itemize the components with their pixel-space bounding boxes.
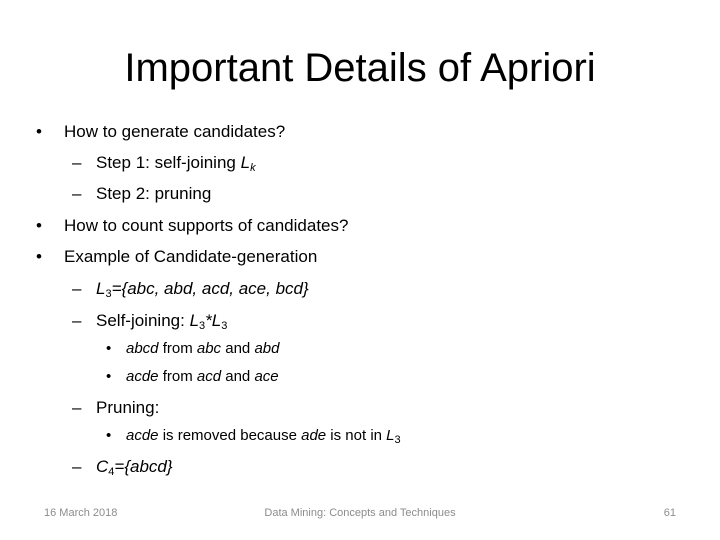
item-text: and	[221, 340, 255, 357]
item-text: Pruning:	[96, 398, 160, 417]
item-text: Example of Candidate-generation	[64, 247, 318, 266]
math-L: L	[240, 153, 251, 172]
math-subscript: 4	[108, 466, 115, 478]
item-text: ={abcd}	[114, 457, 173, 476]
dash-mark: –	[72, 153, 82, 172]
subbullet-acde-removed	[106, 425, 401, 447]
item-text: Step 1: self-joining	[96, 153, 241, 172]
footer-page-number: 61	[663, 507, 676, 519]
math-subscript: 3	[105, 288, 112, 300]
math-L: L	[96, 279, 106, 298]
itemset: acde	[126, 427, 159, 444]
item-text: Self-joining:	[96, 311, 190, 330]
dash-self-joining	[72, 310, 227, 332]
item-text: is removed because	[158, 427, 302, 444]
item-text: is not in	[326, 427, 387, 444]
math-L: L	[386, 427, 395, 444]
math-L: L	[189, 311, 200, 330]
footer-title: Data Mining: Concepts and Techniques	[264, 507, 456, 519]
itemset: acd	[196, 368, 222, 385]
dash-step1	[72, 152, 256, 174]
bullet-mark: •	[36, 216, 42, 235]
subbullet-acde	[106, 366, 279, 388]
dash-mark: –	[72, 184, 82, 203]
bullet-count-supports	[36, 215, 348, 237]
dash-mark: –	[72, 279, 82, 298]
math-C: C	[96, 457, 109, 476]
dash-l3-set	[72, 278, 309, 300]
dash-mark: –	[72, 398, 82, 417]
subbullet-abcd	[106, 338, 279, 360]
math-L: L	[211, 311, 222, 330]
dash-step2	[72, 183, 211, 205]
itemset: abd	[254, 340, 280, 357]
dash-mark: –	[72, 311, 82, 330]
math-subscript: 3	[221, 320, 228, 332]
bullet-generate-candidates	[36, 121, 285, 143]
bullet-mark: •	[106, 368, 112, 385]
itemset: ace	[254, 368, 279, 385]
item-text: ={abc, abd, acd, ace, bcd}	[111, 279, 309, 298]
dash-mark: –	[72, 457, 82, 476]
dash-pruning	[72, 397, 159, 419]
math-star: *	[205, 311, 212, 330]
bullet-mark: •	[36, 122, 42, 141]
dash-c4-set	[72, 456, 173, 478]
item-text: Step 2: pruning	[96, 184, 212, 203]
item-text: and	[221, 368, 255, 385]
bullet-mark: •	[106, 340, 112, 357]
bullet-mark: •	[36, 247, 42, 266]
math-subscript: 3	[394, 434, 401, 446]
bullet-example	[36, 246, 317, 268]
itemset: acde	[126, 368, 159, 385]
bullet-mark: •	[106, 427, 112, 444]
footer-date: 16 March 2018	[44, 507, 118, 519]
math-subscript: k	[250, 162, 256, 174]
itemset: abc	[196, 340, 222, 357]
itemset: abcd	[126, 340, 159, 357]
slide-title: Important Details of Apriori	[124, 46, 596, 90]
item-text: from	[158, 368, 197, 385]
item-text: How to generate candidates?	[64, 122, 286, 141]
math-subscript: 3	[199, 320, 206, 332]
itemset: ade	[301, 427, 327, 444]
item-text: from	[158, 340, 197, 357]
item-text: How to count supports of candidates?	[64, 216, 349, 235]
